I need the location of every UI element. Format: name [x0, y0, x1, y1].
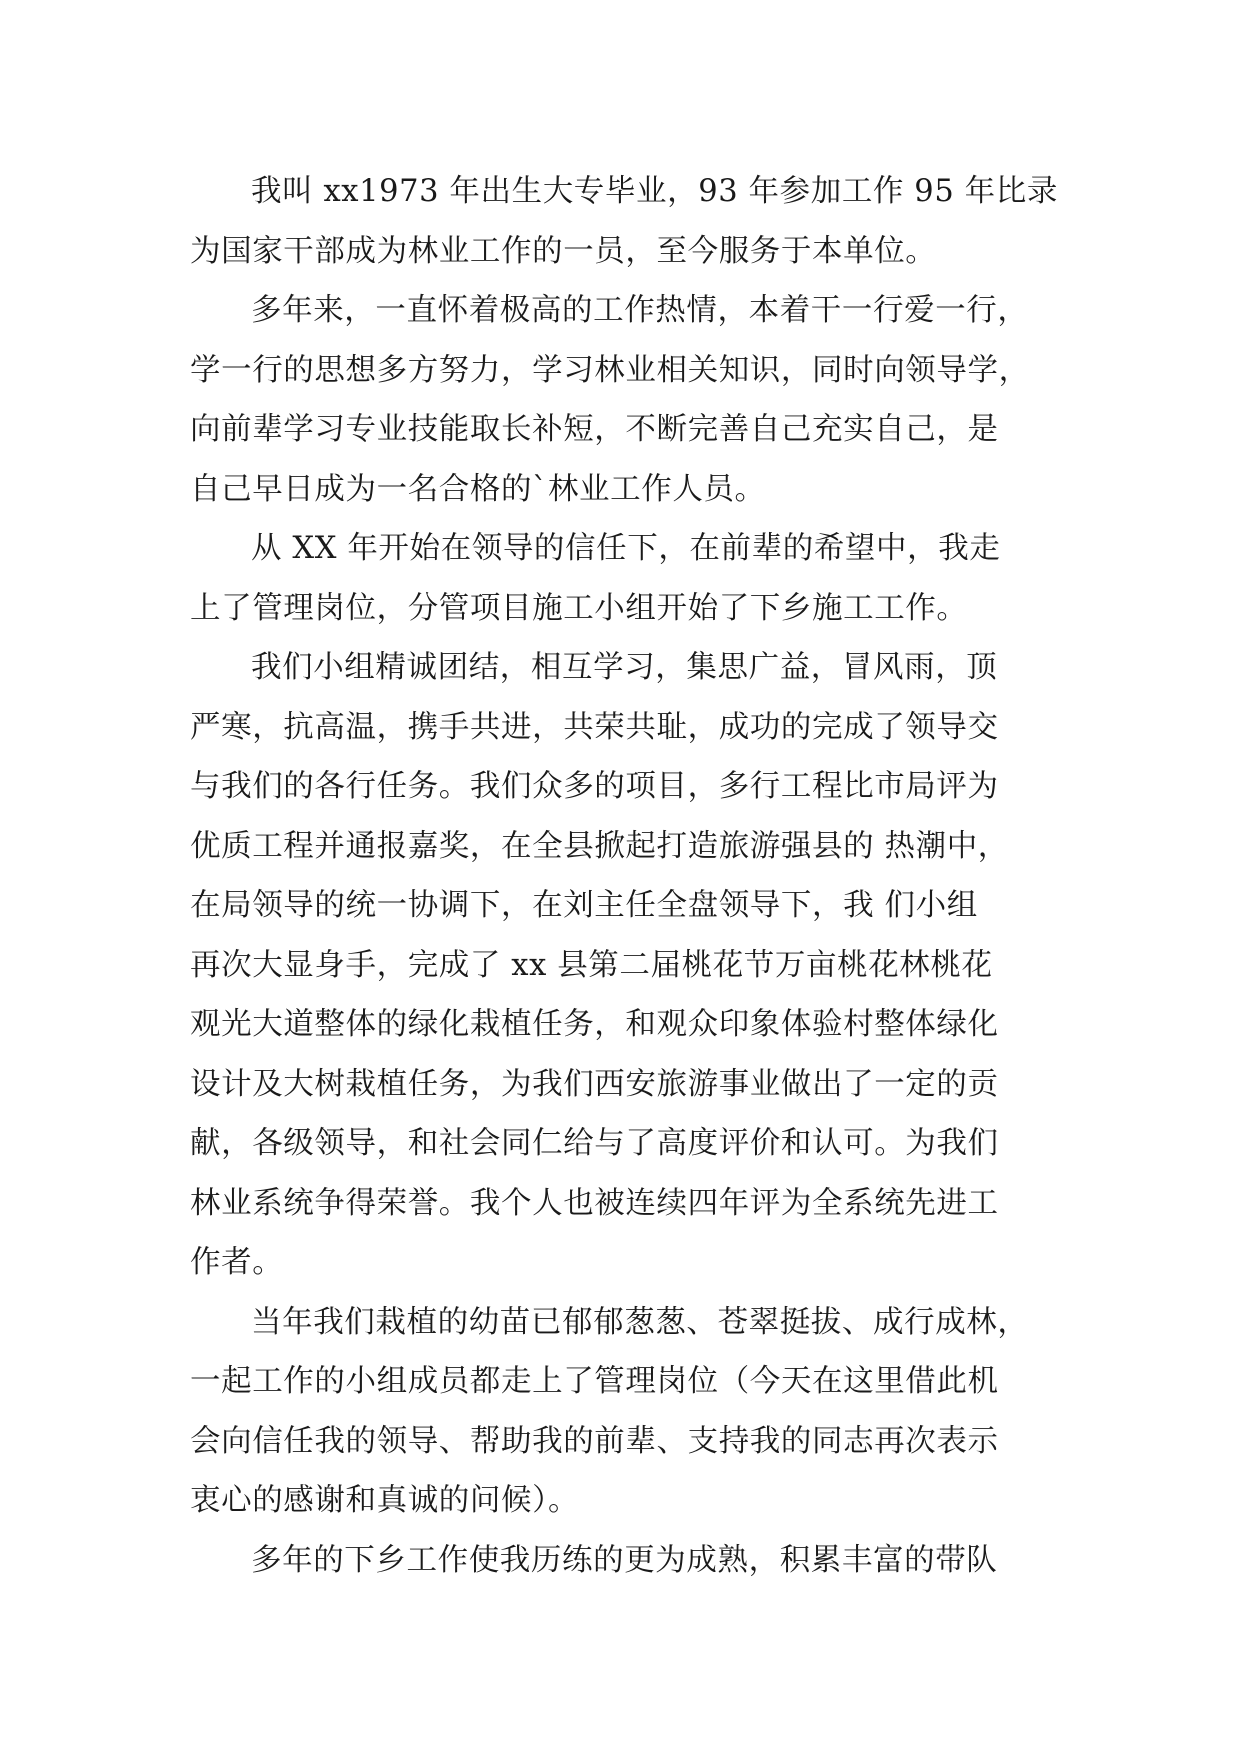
text-line: 为国家干部成为林业工作的一员，至今服务于本单位。 [190, 233, 937, 269]
text-line: 衷心的感谢和真诚的问候）。 [190, 1483, 580, 1518]
text-line: 从 XX 年开始在领导的信任下，在前辈的希望中，我走 [251, 531, 1001, 566]
text-line: 多年来，一直怀着极高的工作热情，本着干一行爱一行， [251, 293, 1029, 328]
text-line: 严寒，抗高温，携手共进，共荣共耻，成功的完成了领导交 [190, 709, 999, 745]
paragraph-1 [190, 162, 1058, 281]
paragraph-2 [190, 281, 1050, 519]
text-line: 设计及大树栽植任务，为我们西安旅游事业做出了一定的贡 [190, 1066, 999, 1102]
text-line: 再次大显身手，完成了 xx 县第二届桃花节万亩桃花林桃花 [190, 947, 993, 983]
text-line: 我叫 xx1973 年出生大专毕业，93 年参加工作 95 年比录 [251, 174, 1058, 209]
text-line: 会向信任我的领导、帮助我的前辈、支持我的同志再次表示 [190, 1423, 999, 1459]
text-line: 优质工程并通报嘉奖，在全县掀起打造旅游强县的 热潮中， [190, 828, 1009, 864]
text-line: 作者。 [190, 1245, 284, 1280]
text-line: 观光大道整体的绿化栽植任务，和观众印象体验村整体绿化 [190, 1007, 999, 1042]
text-line: 与我们的各行任务。我们众多的项目，多行工程比市局评为 [190, 769, 999, 804]
text-line: 学一行的思想多方努力，学习林业相关知识，同时向领导学， [190, 352, 1030, 388]
text-line: 上了管理岗位，分管项目施工小组开始了下乡施工工作。 [190, 590, 968, 626]
text-line: 我们小组精诚团结，相互学习，集思广益，冒风雨，顶 [251, 650, 998, 685]
document-body [190, 162, 1058, 1590]
text-line: 献，各级领导，和社会同仁给与了高度评价和认可。为我们 [190, 1126, 999, 1161]
text-line: 林业系统争得荣誉。我个人也被连续四年评为全系统先进工 [190, 1185, 999, 1221]
text-line: 在局领导的统一协调下，在刘主任全盘领导下，我 们小组 [190, 888, 978, 923]
text-line: 当年我们栽植的幼苗已郁郁葱葱、苍翠挺拔、成行成林， [251, 1304, 1029, 1340]
text-line: 自己早日成为一名合格的`林业工作人员。 [190, 471, 766, 507]
text-line: 多年的下乡工作使我历练的更为成熟，积累丰富的带队 [251, 1542, 998, 1578]
paragraph-4 [190, 638, 1050, 1293]
paragraph-6 [190, 1531, 1050, 1591]
paragraph-3 [190, 519, 1050, 638]
text-line: 一起工作的小组成员都走上了管理岗位（今天在这里借此机 [190, 1364, 999, 1399]
text-line: 向前辈学习专业技能取长补短，不断完善自己充实自己，是 [190, 412, 999, 447]
paragraph-5 [190, 1293, 1050, 1531]
